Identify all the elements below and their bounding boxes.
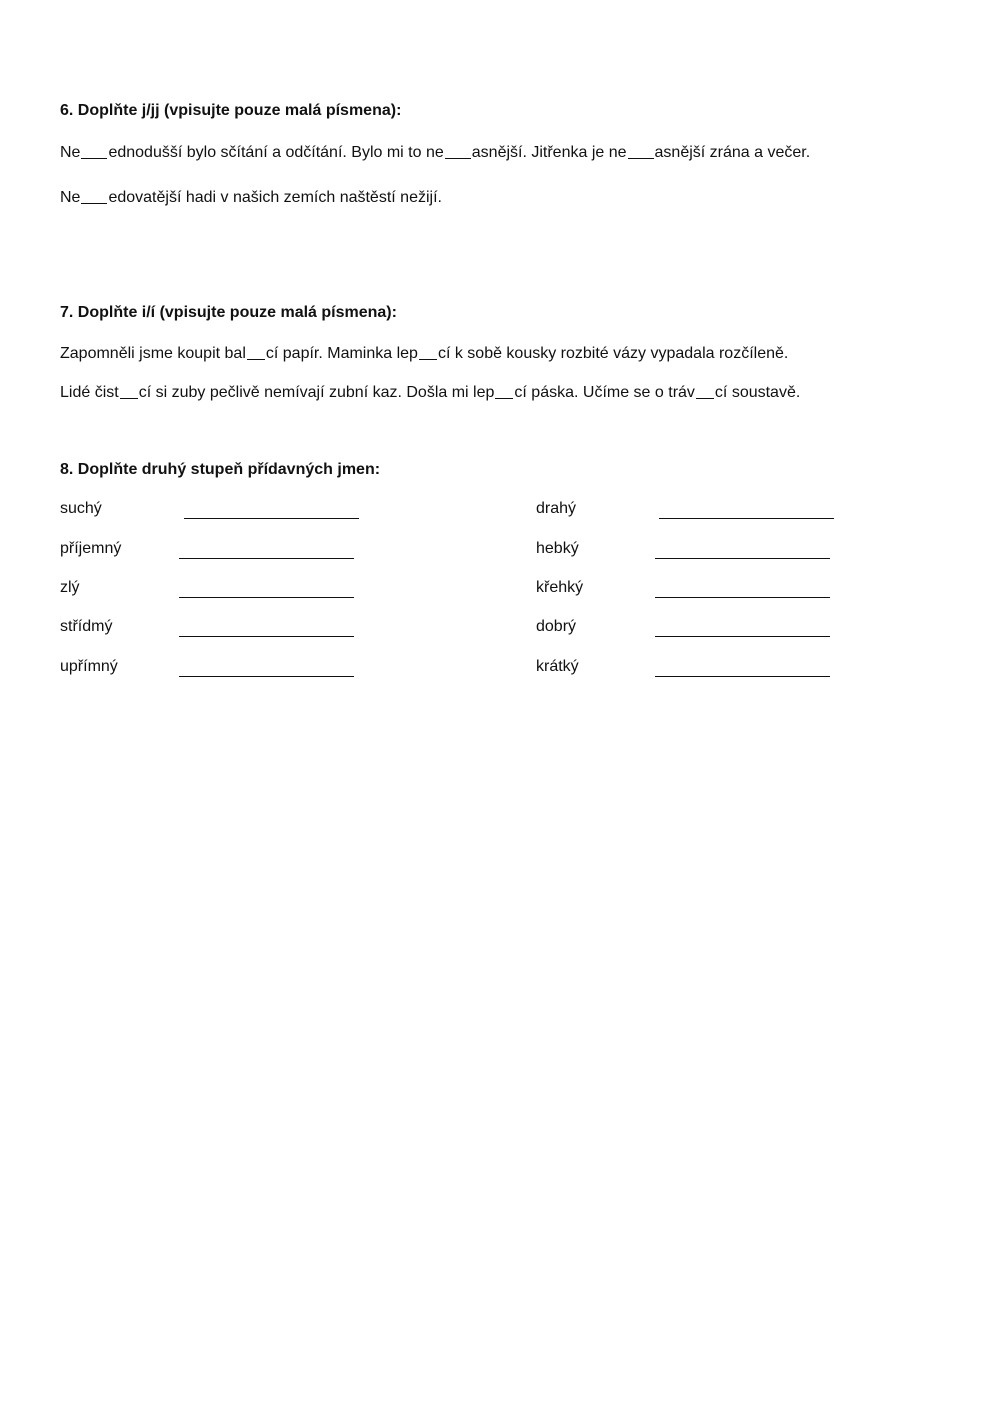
answer-line[interactable] bbox=[659, 517, 834, 519]
exercise-8-heading: 8. Doplňte druhý stupeň přídavných jmen: bbox=[60, 461, 381, 478]
answer-line[interactable] bbox=[655, 675, 830, 677]
exercise-7-heading: 7. Doplňte i/í (vpisujte pouze malá písmena): bbox=[60, 304, 397, 321]
answer-blank[interactable] bbox=[81, 189, 107, 204]
answer-line[interactable] bbox=[655, 635, 830, 637]
adjective-word: krátký bbox=[536, 658, 579, 675]
answer-blank[interactable] bbox=[419, 345, 437, 360]
answer-blank[interactable] bbox=[696, 384, 714, 399]
answer-line[interactable] bbox=[179, 557, 354, 559]
answer-blank[interactable] bbox=[81, 144, 107, 159]
exercise-6-line-2: Ne edovatější hadi v našich zemích naštěstí nežijí. bbox=[60, 189, 442, 206]
adjective-word: hebký bbox=[536, 540, 579, 557]
answer-line[interactable] bbox=[179, 675, 354, 677]
adjective-word: zlý bbox=[60, 579, 80, 596]
answer-line[interactable] bbox=[184, 517, 359, 519]
exercise-7-line-2: Lidé čist cí si zuby pečlivě nemívají zubní kaz. Došla mi lep cí páska. Učíme se o tráv cí soustavě. bbox=[60, 384, 801, 401]
adjective-word: příjemný bbox=[60, 540, 122, 557]
adjective-word: drahý bbox=[536, 500, 577, 517]
adjective-word: upřímný bbox=[60, 658, 118, 675]
answer-blank[interactable] bbox=[247, 345, 265, 360]
answer-blank[interactable] bbox=[495, 384, 513, 399]
answer-blank[interactable] bbox=[120, 384, 138, 399]
adjective-word: suchý bbox=[60, 500, 102, 517]
answer-line[interactable] bbox=[655, 596, 830, 598]
answer-line[interactable] bbox=[179, 635, 354, 637]
adjective-word: dobrý bbox=[536, 618, 577, 635]
exercise-6-heading: 6. Doplňte j/jj (vpisujte pouze malá písmena): bbox=[60, 102, 402, 119]
exercise-7-line-1: Zapomněli jsme koupit bal cí papír. Maminka lep cí k sobě kousky rozbité vázy vypadala rozčíleně. bbox=[60, 345, 789, 362]
exercise-6-line-1: Ne ednodušší bylo sčítání a odčítání. Bylo mi to ne asnější. Jitřenka je ne asnější zrána a večer. bbox=[60, 144, 811, 161]
answer-blank[interactable] bbox=[628, 144, 654, 159]
adjective-word: křehký bbox=[536, 579, 584, 596]
answer-blank[interactable] bbox=[445, 144, 471, 159]
answer-line[interactable] bbox=[179, 596, 354, 598]
adjective-word: střídmý bbox=[60, 618, 113, 635]
answer-line[interactable] bbox=[655, 557, 830, 559]
